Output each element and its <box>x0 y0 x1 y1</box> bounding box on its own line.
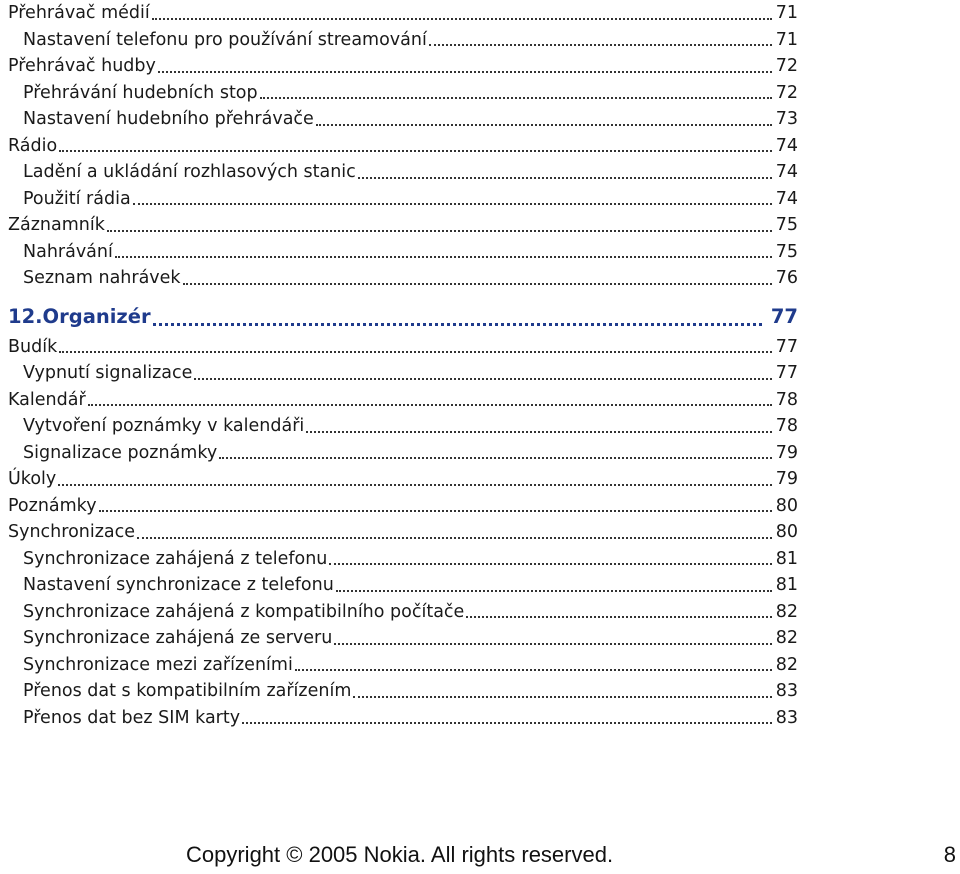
toc-entry-title: Přehrávač hudby <box>8 56 156 76</box>
toc-entry[interactable] <box>8 678 798 705</box>
toc-page-number: 76 <box>775 268 798 288</box>
toc-entry-title: Synchronizace mezi zařízeními <box>23 654 293 675</box>
toc-entry-title: Přehrávání hudebních stop <box>23 82 258 103</box>
toc-entry-title: Ladění a ukládání rozhlasových stanic <box>23 162 356 182</box>
toc-entry-title: Nahrávání <box>23 241 113 262</box>
toc-page-number: 78 <box>775 416 798 436</box>
toc-entry-title: Nastavení synchronizace z telefonu <box>23 575 334 595</box>
toc-dot-leader <box>137 537 772 539</box>
toc-entry-title: Přehrávač médií <box>8 3 150 23</box>
toc-dot-leader <box>336 590 772 592</box>
toc-entry[interactable] <box>8 652 798 679</box>
toc-page-number: 81 <box>775 548 798 569</box>
toc-entry[interactable] <box>8 0 798 27</box>
toc-dot-leader <box>194 378 771 380</box>
toc-page-number: 81 <box>775 575 798 595</box>
toc-entry-title: Signalizace poznámky <box>23 442 218 463</box>
toc-dot-leader <box>329 563 771 565</box>
toc-entry-title: Rádio <box>8 135 58 156</box>
toc-dot-leader <box>59 150 772 152</box>
toc-entry-title: Poznámky <box>8 495 97 516</box>
toc-entry[interactable] <box>8 360 798 387</box>
toc-entry-title: Použití rádia <box>23 188 131 209</box>
toc-dot-leader <box>88 404 772 406</box>
toc-dot-leader <box>242 722 772 724</box>
toc-page-number: 71 <box>775 3 798 23</box>
toc-entry-title: 12.Organizér <box>8 304 151 328</box>
toc-entry[interactable] <box>8 440 798 467</box>
toc-entry-title: Vytvoření poznámky v kalendáři <box>23 416 305 436</box>
toc-entry[interactable] <box>8 133 798 160</box>
toc-dot-leader <box>153 323 762 326</box>
toc-dot-leader <box>260 97 772 99</box>
toc-entry[interactable] <box>8 106 798 133</box>
toc-entry-title: Synchronizace zahájená z telefonu <box>23 548 328 569</box>
toc-entry[interactable] <box>8 265 798 292</box>
toc-entry[interactable] <box>8 80 798 107</box>
toc-entry-title: Přenos dat bez SIM karty <box>23 707 241 728</box>
toc-page-number: 73 <box>775 109 798 129</box>
toc-page-number: 77 <box>770 304 798 328</box>
toc-dot-leader <box>334 643 771 645</box>
toc-entry-title: Budík <box>8 336 58 357</box>
toc-entry[interactable] <box>8 493 798 520</box>
toc-entry[interactable] <box>8 159 798 186</box>
toc-dot-leader <box>295 669 772 671</box>
toc-entry-title: Přenos dat s kompatibilním zařízením <box>23 681 352 701</box>
toc-entry-title: Synchronizace zahájená ze serveru <box>23 628 333 648</box>
toc-entry[interactable] <box>8 546 798 573</box>
toc-page-number: 74 <box>775 162 798 182</box>
toc-dot-leader <box>133 203 772 205</box>
toc-dot-leader <box>466 616 771 618</box>
toc-page-number: 80 <box>775 522 798 542</box>
toc-page-number: 74 <box>775 188 798 209</box>
toc-dot-leader <box>58 484 771 486</box>
toc-dot-leader <box>358 177 772 179</box>
toc-entry[interactable] <box>8 334 798 361</box>
toc-page-number: 79 <box>775 442 798 463</box>
footer-page-number: 8 <box>943 842 956 867</box>
toc-page-number: 78 <box>775 389 798 410</box>
toc-page-number: 75 <box>775 215 798 235</box>
toc-entry[interactable] <box>8 599 798 626</box>
toc-entry-title: Synchronizace <box>8 522 136 542</box>
toc-dot-leader <box>429 44 772 46</box>
toc-dot-leader <box>158 71 772 73</box>
toc-entry-title: Nastavení hudebního přehrávače <box>23 109 314 129</box>
toc-entry-title: Seznam nahrávek <box>23 268 181 288</box>
toc-dot-leader <box>107 230 772 232</box>
toc-dot-leader <box>219 457 772 459</box>
toc-entry[interactable] <box>8 387 798 414</box>
toc-entry[interactable] <box>8 705 798 732</box>
table-of-contents <box>8 0 798 731</box>
toc-entry[interactable] <box>8 186 798 213</box>
toc-entry[interactable] <box>8 212 798 239</box>
toc-entry-title: Záznamník <box>8 215 105 235</box>
toc-page-number: 75 <box>775 241 798 262</box>
toc-page-number: 83 <box>775 707 798 728</box>
toc-chapter-heading[interactable] <box>8 292 798 334</box>
toc-entry[interactable] <box>8 519 798 546</box>
toc-dot-leader <box>306 431 771 433</box>
toc-entry[interactable] <box>8 239 798 266</box>
toc-entry-title: Kalendář <box>8 389 86 410</box>
toc-page-number: 77 <box>775 336 798 357</box>
toc-dot-leader <box>353 696 771 698</box>
toc-page-number: 72 <box>775 82 798 103</box>
toc-entry-title: Úkoly <box>8 469 57 489</box>
toc-dot-leader <box>99 510 772 512</box>
toc-page-number: 82 <box>775 628 798 648</box>
toc-entry-title: Vypnutí signalizace <box>23 363 193 383</box>
toc-dot-leader <box>183 283 772 285</box>
toc-entry[interactable] <box>8 53 798 80</box>
toc-page-number: 82 <box>775 601 798 622</box>
toc-page-number: 72 <box>775 56 798 76</box>
toc-entry[interactable] <box>8 27 798 54</box>
toc-page-number: 79 <box>775 469 798 489</box>
toc-entry-title: Nastavení telefonu pro používání streamování <box>23 29 427 50</box>
toc-entry[interactable] <box>8 572 798 599</box>
footer-copyright: Copyright © 2005 Nokia. All rights reserved. <box>186 842 614 867</box>
toc-entry[interactable] <box>8 625 798 652</box>
toc-page-number: 83 <box>775 681 798 701</box>
toc-dot-leader <box>316 124 772 126</box>
toc-dot-leader <box>152 18 772 20</box>
toc-entry-title: Synchronizace zahájená z kompatibilního počítače <box>23 601 465 622</box>
toc-dot-leader <box>115 256 772 258</box>
toc-page-number: 80 <box>775 495 798 516</box>
toc-page-number: 77 <box>775 363 798 383</box>
toc-dot-leader <box>59 351 772 353</box>
toc-page-number: 74 <box>775 135 798 156</box>
toc-entry[interactable] <box>8 466 798 493</box>
toc-page-number: 82 <box>775 654 798 675</box>
toc-entry[interactable] <box>8 413 798 440</box>
toc-page-number: 71 <box>775 29 798 50</box>
